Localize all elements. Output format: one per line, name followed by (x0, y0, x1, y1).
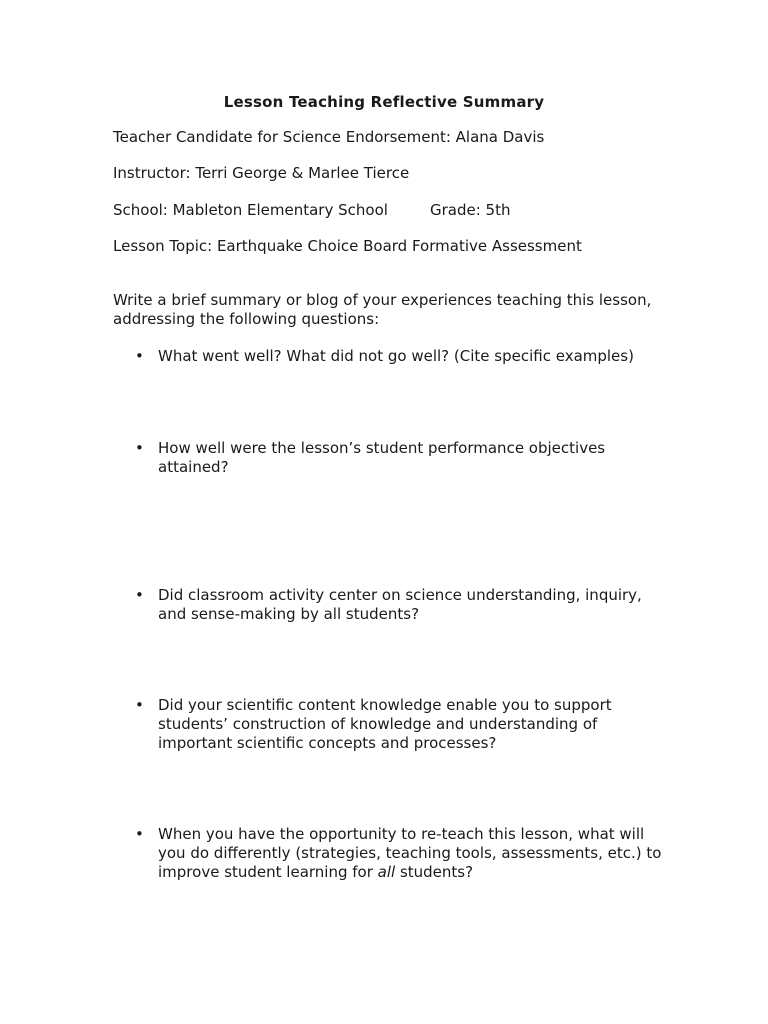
bullet-icon: • (135, 696, 144, 714)
question-item (113, 696, 673, 753)
question-text (158, 825, 673, 882)
instructions-paragraph: Write a brief summary or blog of your experiences teaching this lesson, addressing the following questions: (113, 291, 652, 328)
bullet-icon: • (135, 586, 144, 604)
question-text-part: When you have the opportunity to re-teach this lesson, what will you do differently (strategies, teaching tools, assessments, etc.) to improve student learning for (158, 825, 662, 881)
question-text: Did your scientific content knowledge enable you to support students’ construction of knowledge and understanding of important scientific concepts and processes? (158, 696, 612, 752)
question-text: How well were the lesson’s student performance objectives attained? (158, 439, 606, 476)
question-item (113, 347, 673, 366)
emphasis-text: all (377, 863, 396, 881)
question-item (113, 586, 673, 624)
instructor-line: Instructor: Terri George & Marlee Tierce (113, 164, 410, 182)
document-title: Lesson Teaching Reflective Summary (223, 93, 545, 111)
question-text: What went well? What did not go well? (Cite specific examples) (158, 347, 634, 365)
teacher-candidate-line: Teacher Candidate for Science Endorsement: Alana Davis (113, 128, 545, 146)
bullet-icon: • (135, 825, 144, 843)
grade-line: Grade: 5th (430, 201, 511, 219)
bullet-icon: • (135, 439, 144, 457)
question-item (113, 439, 673, 477)
bullet-icon: • (135, 347, 144, 365)
school-line: School: Mableton Elementary School (113, 201, 388, 219)
lesson-topic-line: Lesson Topic: Earthquake Choice Board Formative Assessment (113, 237, 582, 255)
question-item (113, 825, 673, 882)
question-text: Did classroom activity center on science understanding, inquiry, and sense-making by all students? (158, 586, 642, 623)
question-text-part: students? (395, 863, 474, 881)
